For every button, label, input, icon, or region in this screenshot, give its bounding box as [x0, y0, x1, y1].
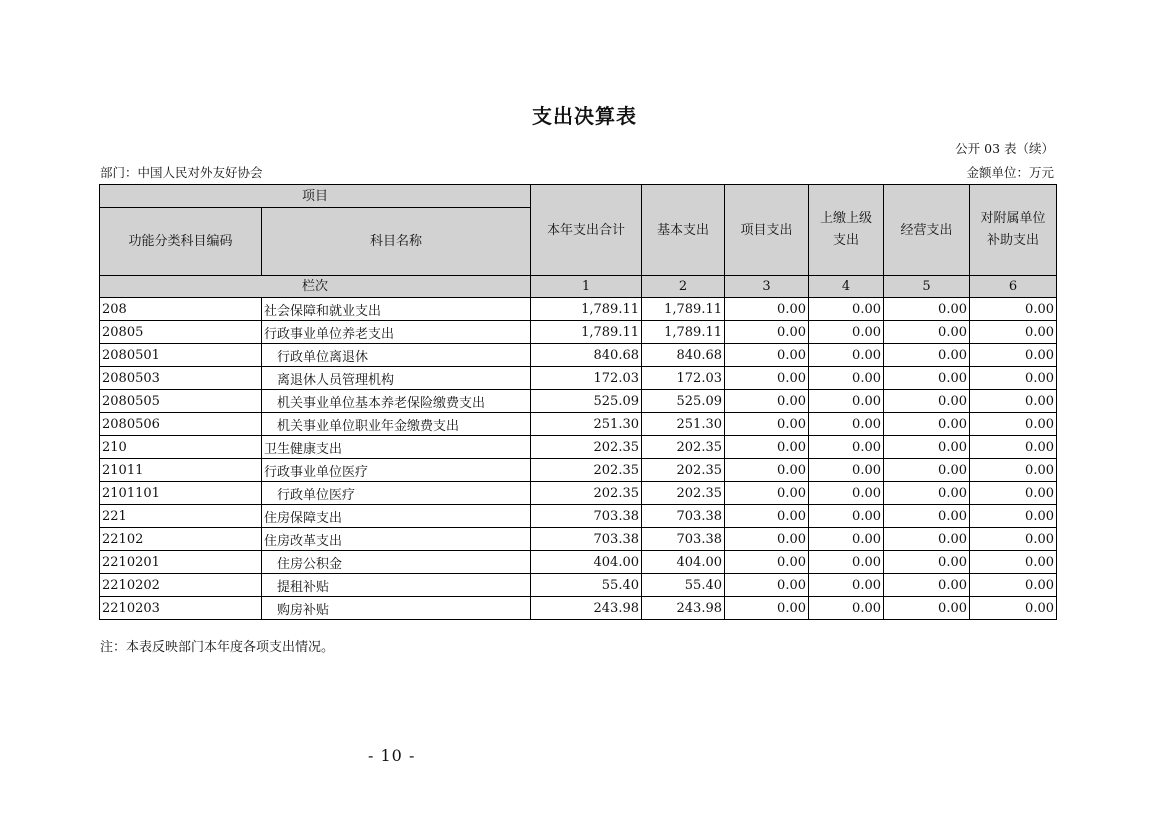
row-value: 0.00	[809, 436, 884, 459]
row-name: 社会保障和就业支出	[262, 298, 531, 321]
row-value: 0.00	[809, 597, 884, 620]
row-value: 840.68	[642, 344, 725, 367]
row-value: 0.00	[725, 436, 809, 459]
row-value: 0.00	[809, 574, 884, 597]
row-value: 172.03	[531, 367, 642, 390]
row-value: 1,789.11	[531, 298, 642, 321]
row-value: 0.00	[809, 413, 884, 436]
row-code: 22102	[100, 528, 262, 551]
row-value: 202.35	[642, 459, 725, 482]
col-num: 2	[642, 276, 725, 298]
row-value: 0.00	[884, 321, 970, 344]
row-code: 2080501	[100, 344, 262, 367]
row-value: 0.00	[970, 413, 1057, 436]
col-num: 3	[725, 276, 809, 298]
row-value: 0.00	[725, 321, 809, 344]
row-code: 2080506	[100, 413, 262, 436]
department-label: 部门：中国人民对外友好协会	[100, 165, 263, 180]
amount-unit-label: 金额单位：万元	[966, 165, 1054, 180]
table-row	[100, 597, 1057, 620]
table-row	[100, 482, 1057, 505]
row-value: 404.00	[531, 551, 642, 574]
row-value: 0.00	[884, 344, 970, 367]
row-name: 卫生健康支出	[262, 436, 531, 459]
row-name: 机关事业单位基本养老保险缴费支出	[262, 390, 531, 413]
row-name: 机关事业单位职业年金缴费支出	[262, 413, 531, 436]
table-row	[100, 505, 1057, 528]
row-value: 0.00	[970, 436, 1057, 459]
row-name: 购房补贴	[262, 597, 531, 620]
row-value: 202.35	[642, 482, 725, 505]
row-name: 住房公积金	[262, 551, 531, 574]
row-code: 2210203	[100, 597, 262, 620]
row-value: 0.00	[809, 551, 884, 574]
row-value: 840.68	[531, 344, 642, 367]
row-code: 2210202	[100, 574, 262, 597]
row-value: 0.00	[725, 482, 809, 505]
col-num: 6	[970, 276, 1057, 298]
table-body	[100, 298, 1057, 620]
table-row	[100, 390, 1057, 413]
row-value: 0.00	[884, 574, 970, 597]
row-code: 2080503	[100, 367, 262, 390]
page-number: - 10 -	[368, 746, 416, 765]
row-code: 2080505	[100, 390, 262, 413]
row-value: 1,789.11	[642, 298, 725, 321]
row-value: 0.00	[970, 367, 1057, 390]
row-value: 0.00	[725, 574, 809, 597]
row-name: 行政单位医疗	[262, 482, 531, 505]
row-value: 525.09	[642, 390, 725, 413]
row-value: 0.00	[809, 528, 884, 551]
row-value: 0.00	[884, 390, 970, 413]
row-value: 1,789.11	[531, 321, 642, 344]
row-value: 703.38	[531, 505, 642, 528]
table-row	[100, 413, 1057, 436]
row-value: 202.35	[531, 459, 642, 482]
table-row	[100, 436, 1057, 459]
table-row	[100, 298, 1057, 321]
row-value: 0.00	[970, 390, 1057, 413]
row-value: 0.00	[884, 413, 970, 436]
row-code: 208	[100, 298, 262, 321]
header-subsidiary	[970, 185, 1057, 276]
row-value: 0.00	[725, 367, 809, 390]
header-business: 经营支出	[884, 185, 970, 276]
row-value: 243.98	[642, 597, 725, 620]
expenditure-table	[99, 184, 1057, 620]
row-value: 0.00	[725, 344, 809, 367]
row-code: 2101101	[100, 482, 262, 505]
page-title: 支出决算表	[532, 104, 637, 128]
row-value: 0.00	[970, 321, 1057, 344]
row-value: 0.00	[884, 459, 970, 482]
row-value: 0.00	[884, 551, 970, 574]
row-value: 0.00	[970, 505, 1057, 528]
row-value: 0.00	[884, 436, 970, 459]
row-code: 20805	[100, 321, 262, 344]
row-value: 0.00	[809, 344, 884, 367]
row-value: 0.00	[809, 482, 884, 505]
row-value: 0.00	[970, 459, 1057, 482]
table-row	[100, 574, 1057, 597]
row-value: 0.00	[970, 574, 1057, 597]
row-value: 0.00	[809, 321, 884, 344]
row-value: 0.00	[725, 505, 809, 528]
header-total: 本年支出合计	[531, 185, 642, 276]
col-num: 4	[809, 276, 884, 298]
header-upper	[809, 185, 884, 276]
row-value: 0.00	[970, 298, 1057, 321]
row-value: 251.30	[642, 413, 725, 436]
row-value: 243.98	[531, 597, 642, 620]
row-value: 55.40	[642, 574, 725, 597]
table-number: 公开 03 表（续）	[955, 141, 1054, 156]
row-value: 0.00	[725, 459, 809, 482]
row-name: 行政单位离退休	[262, 344, 531, 367]
header-name: 科目名称	[262, 208, 531, 276]
row-value: 55.40	[531, 574, 642, 597]
row-value: 0.00	[884, 528, 970, 551]
row-value: 0.00	[725, 298, 809, 321]
row-value: 251.30	[531, 413, 642, 436]
row-value: 0.00	[809, 390, 884, 413]
row-value: 0.00	[809, 505, 884, 528]
row-name: 离退休人员管理机构	[262, 367, 531, 390]
row-value: 0.00	[970, 597, 1057, 620]
row-value: 525.09	[531, 390, 642, 413]
row-value: 202.35	[531, 436, 642, 459]
row-name: 住房改革支出	[262, 528, 531, 551]
row-value: 0.00	[725, 413, 809, 436]
row-value: 703.38	[642, 528, 725, 551]
table-note: 注：本表反映部门本年度各项支出情况。	[100, 640, 335, 655]
row-value: 0.00	[884, 482, 970, 505]
header-upper-text: 上缴上级支出	[819, 211, 872, 248]
row-value: 0.00	[884, 505, 970, 528]
row-value: 0.00	[884, 367, 970, 390]
row-value: 202.35	[531, 482, 642, 505]
col-num: 5	[884, 276, 970, 298]
row-code: 221	[100, 505, 262, 528]
row-name: 住房保障支出	[262, 505, 531, 528]
row-value: 0.00	[970, 344, 1057, 367]
row-value: 703.38	[531, 528, 642, 551]
table-row	[100, 459, 1057, 482]
row-value: 0.00	[725, 597, 809, 620]
table-row	[100, 321, 1057, 344]
col-num: 1	[531, 276, 642, 298]
row-code: 21011	[100, 459, 262, 482]
header-project: 项目支出	[725, 185, 809, 276]
row-value: 0.00	[809, 459, 884, 482]
header-basic: 基本支出	[642, 185, 725, 276]
row-value: 0.00	[970, 551, 1057, 574]
table-row	[100, 551, 1057, 574]
row-value: 703.38	[642, 505, 725, 528]
header-row-label: 栏次	[100, 276, 531, 298]
table-row	[100, 367, 1057, 390]
row-code: 210	[100, 436, 262, 459]
row-value: 0.00	[725, 390, 809, 413]
header-item: 项目	[100, 185, 531, 208]
row-value: 0.00	[725, 551, 809, 574]
row-value: 0.00	[970, 528, 1057, 551]
table-row	[100, 344, 1057, 367]
row-value: 404.00	[642, 551, 725, 574]
row-value: 0.00	[884, 597, 970, 620]
row-value: 0.00	[970, 482, 1057, 505]
row-value: 0.00	[884, 298, 970, 321]
row-value: 0.00	[809, 367, 884, 390]
row-name: 提租补贴	[262, 574, 531, 597]
header-subsidiary-text: 对附属单位补助支出	[980, 211, 1046, 248]
row-value: 202.35	[642, 436, 725, 459]
row-value: 0.00	[725, 528, 809, 551]
row-value: 0.00	[809, 298, 884, 321]
row-code: 2210201	[100, 551, 262, 574]
row-name: 行政事业单位医疗	[262, 459, 531, 482]
table-row	[100, 528, 1057, 551]
header-code: 功能分类科目编码	[100, 208, 262, 276]
row-value: 1,789.11	[642, 321, 725, 344]
row-value: 172.03	[642, 367, 725, 390]
row-name: 行政事业单位养老支出	[262, 321, 531, 344]
